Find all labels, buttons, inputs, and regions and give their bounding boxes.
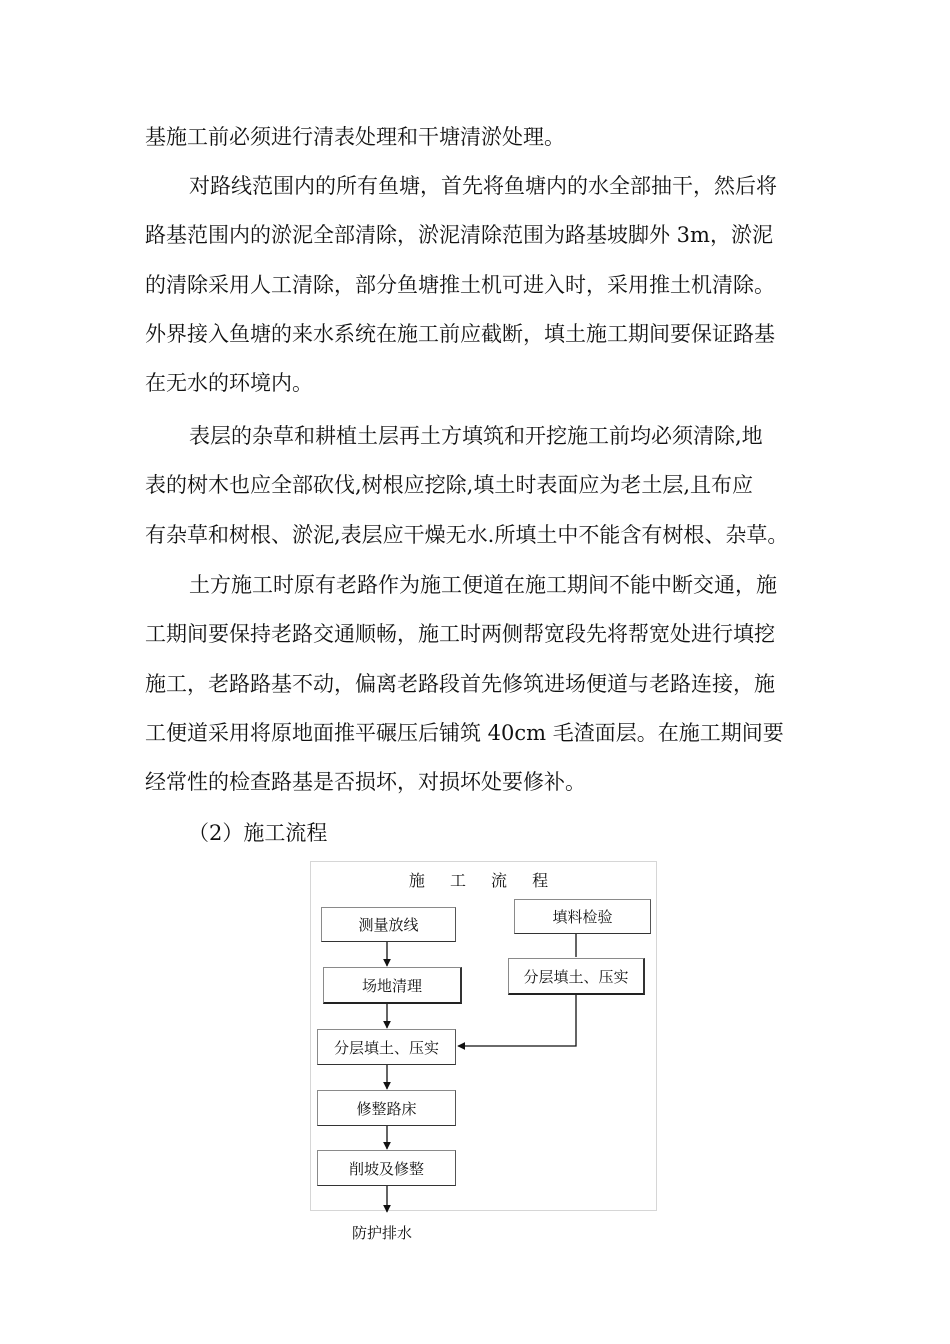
paragraph-temporary-road bbox=[145, 561, 810, 807]
text-line: 对路线范围内的所有鱼塘，首先将鱼塘内的水全部抽干，然后将 bbox=[189, 174, 777, 198]
section-heading: （2）施工流程 bbox=[188, 821, 328, 845]
arrow-fill-right-to-fill bbox=[458, 994, 576, 1046]
text-line: 的清除采用人工清除，部分鱼塘推土机可进入时，采用推土机清除。 bbox=[145, 272, 775, 297]
step-fill-test-box: 填料检验 bbox=[514, 899, 651, 934]
step-clear-site-box: 场地清理 bbox=[323, 967, 462, 1004]
text-line: 表层的杂草和耕植土层再土方填筑和开挖施工前均必须清除,地 bbox=[189, 424, 763, 448]
text-line: 表的树木也应全部砍伐,树根应挖除,填土时表面应为老土层,且布应 bbox=[145, 473, 754, 498]
text-line: 施工，老路路基不动，偏离老路段首先修筑进场便道与老路连接，施 bbox=[145, 671, 775, 696]
text-line: 外界接入鱼塘的来水系统在施工前应截断，填土施工期间要保证路基 bbox=[145, 321, 775, 346]
text-line: 工期间要保持老路交通顺畅，施工时两侧帮宽段先将帮宽处进行填挖 bbox=[145, 622, 775, 647]
text-line: 有杂草和树根、淤泥,表层应干燥无水.所填土中不能含有树根、杂草。 bbox=[145, 522, 789, 547]
step-survey-box: 测量放线 bbox=[321, 907, 456, 942]
paragraph-fish-pond bbox=[145, 162, 810, 408]
text-line: 在无水的环境内。 bbox=[145, 371, 313, 396]
text-line: 工便道采用将原地面推平碾压后铺筑 40cm 毛渣面层。在施工期间要 bbox=[145, 720, 784, 745]
text-line: 土方施工时原有老路作为施工便道在施工期间不能中断交通，施 bbox=[189, 573, 777, 597]
flowchart-caption: 防护排水 bbox=[352, 1224, 413, 1242]
text-line: 经常性的检查路基是否损坏，对损坏处要修补。 bbox=[145, 770, 586, 795]
step-layer-fill-right-box: 分层填土、压实 bbox=[508, 958, 645, 995]
paragraph-surface-clearing bbox=[145, 412, 810, 560]
step-slope-trim-box: 削坡及修整 bbox=[317, 1150, 456, 1186]
text-line: 路基范围内的淤泥全部清除，淤泥清除范围为路基坡脚外 3m，淤泥 bbox=[145, 223, 773, 248]
step-trim-bed-box: 修整路床 bbox=[317, 1090, 456, 1126]
step-layer-fill-box: 分层填土、压实 bbox=[317, 1029, 456, 1065]
text-line: 基施工前必须进行清表处理和干塘清淤处理。 bbox=[145, 125, 565, 149]
flowchart-figure bbox=[310, 861, 657, 1211]
flowchart-title: 施 工 流 程 bbox=[408, 871, 559, 890]
paragraph-continuation bbox=[145, 113, 810, 162]
